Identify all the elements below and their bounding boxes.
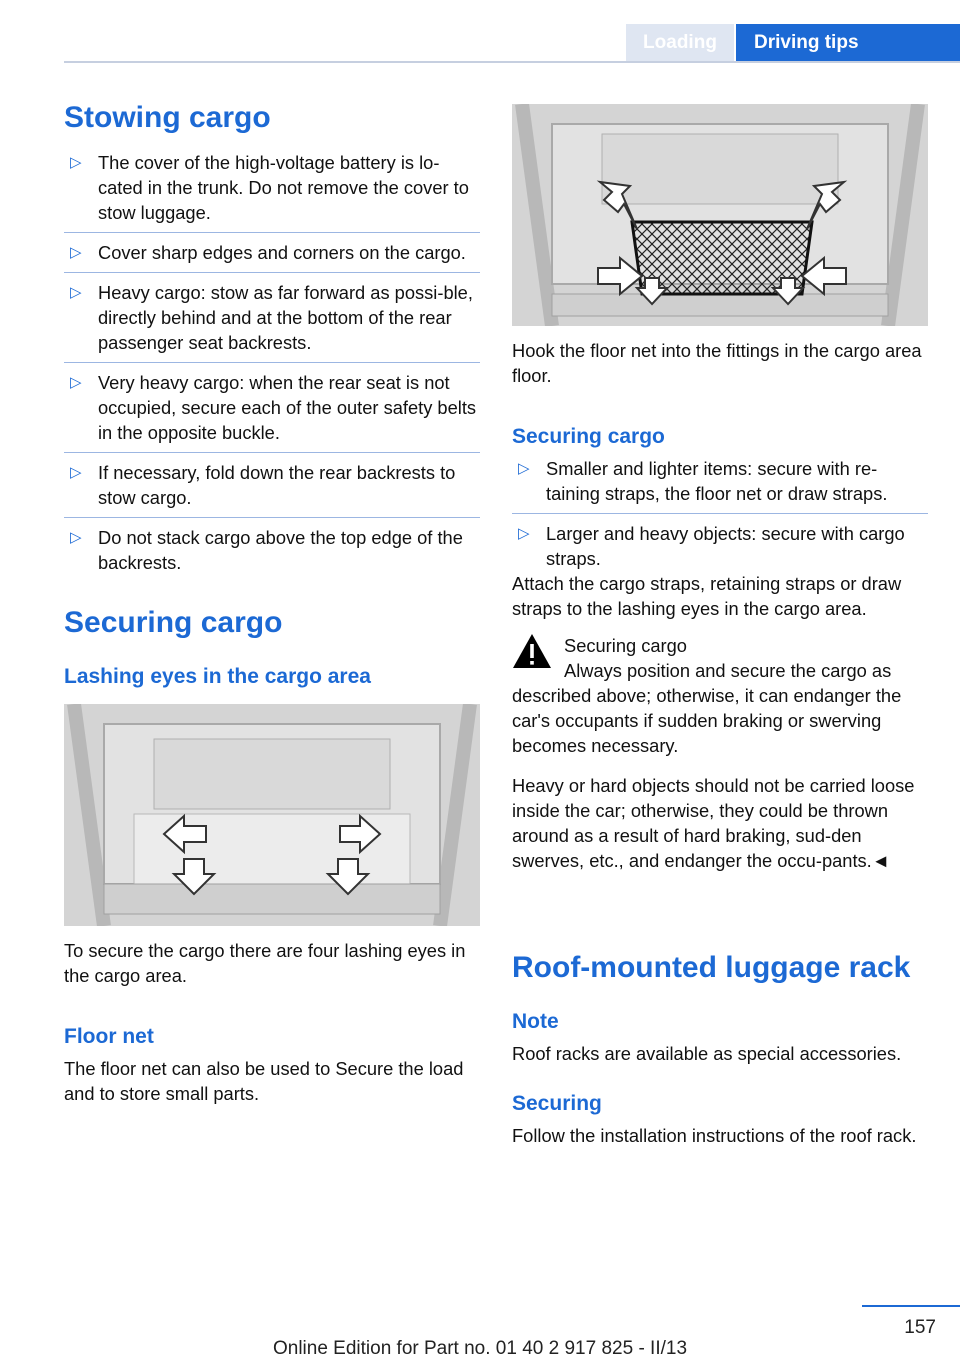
tab-driving-tips[interactable]: Driving tips xyxy=(736,24,960,62)
header-divider xyxy=(64,61,960,63)
note-text: Roof racks are available as special accessories. xyxy=(512,1043,902,1064)
tab-loading[interactable]: Loading xyxy=(626,24,734,62)
warning-title: Securing cargo xyxy=(564,635,687,656)
list-item: ▷ Very heavy cargo: when the rear seat is not occupied, secure each of the outer safety belts in the opposite buckle. xyxy=(64,370,480,453)
lashing-eyes-text: To secure the cargo there are four lashing eyes in the cargo area. xyxy=(64,940,466,986)
list-item: ▷ Smaller and lighter items: secure with re-taining straps, the floor net or draw straps. xyxy=(512,456,928,514)
edition-footer: Online Edition for Part no. 01 40 2 917 825 - II/13 xyxy=(272,1338,688,1359)
securing-heading: Securing xyxy=(512,1092,602,1115)
footer-divider xyxy=(862,1305,960,1307)
triangle-right-icon: ▷ xyxy=(70,244,82,261)
floor-net-text: The floor net can also be used to Secure the load and to store small parts. xyxy=(64,1058,464,1104)
attach-straps-text: Attach the cargo straps, retaining straps or draw straps to the lashing eyes in the cargo area. xyxy=(512,573,902,619)
list-item: ▷ If necessary, fold down the rear backrests to stow cargo. xyxy=(64,460,480,518)
left-column xyxy=(64,100,480,589)
list-item: ▷ Cover sharp edges and corners on the cargo. xyxy=(64,240,480,273)
lashing-eyes-illustration xyxy=(64,704,480,926)
stowing-cargo-heading: Stowing cargo xyxy=(64,101,271,134)
triangle-right-icon: ▷ xyxy=(70,529,82,546)
securing-cargo-subheading: Securing cargo xyxy=(512,425,665,448)
heavy-objects-text: Heavy or hard objects should not be carried loose inside the car; otherwise, they could be thrown around as a result of hard braking, sud-den swerves, etc., and endanger the occu-pants.◄ xyxy=(512,775,915,871)
warning-triangle-icon xyxy=(512,633,552,669)
triangle-right-icon: ▷ xyxy=(70,154,82,171)
warning-text: Always position and secure the cargo as described above; otherwise, it can endanger the car's occupants if sudden braking or swerving becomes necessary. xyxy=(512,660,902,756)
triangle-right-icon: ▷ xyxy=(70,374,82,391)
securing-list xyxy=(512,456,928,585)
list-item: ▷ Larger and heavy objects: secure with cargo straps. xyxy=(518,523,905,569)
triangle-right-icon: ▷ xyxy=(518,460,530,477)
hook-floor-net-text: Hook the floor net into the fittings in the cargo area floor. xyxy=(512,340,922,386)
note-heading: Note xyxy=(512,1010,559,1033)
triangle-right-icon: ▷ xyxy=(518,525,530,542)
triangle-right-icon: ▷ xyxy=(70,464,82,481)
warning-block xyxy=(512,633,928,758)
page-number: 157 xyxy=(904,1317,936,1338)
securing-cargo-heading: Securing cargo xyxy=(64,606,283,639)
triangle-right-icon: ▷ xyxy=(70,284,82,301)
lashing-eyes-heading: Lashing eyes in the cargo area xyxy=(64,665,371,688)
floor-net-heading: Floor net xyxy=(64,1025,154,1048)
securing-text: Follow the installation instructions of the roof rack. xyxy=(512,1125,917,1146)
list-item: ▷ The cover of the high-voltage battery is lo-cated in the trunk. Do not remove the cover to stow luggage. xyxy=(64,150,480,233)
stowing-list xyxy=(64,150,480,582)
floor-net-illustration xyxy=(512,104,928,326)
list-item: ▷ Heavy cargo: stow as far forward as possi-ble, directly behind and at the bottom of the rear passenger seat backrests. xyxy=(64,280,480,363)
list-item: ▷ Do not stack cargo above the top edge of the backrests. xyxy=(70,527,463,573)
roof-rack-heading: Roof-mounted luggage rack xyxy=(512,951,911,984)
